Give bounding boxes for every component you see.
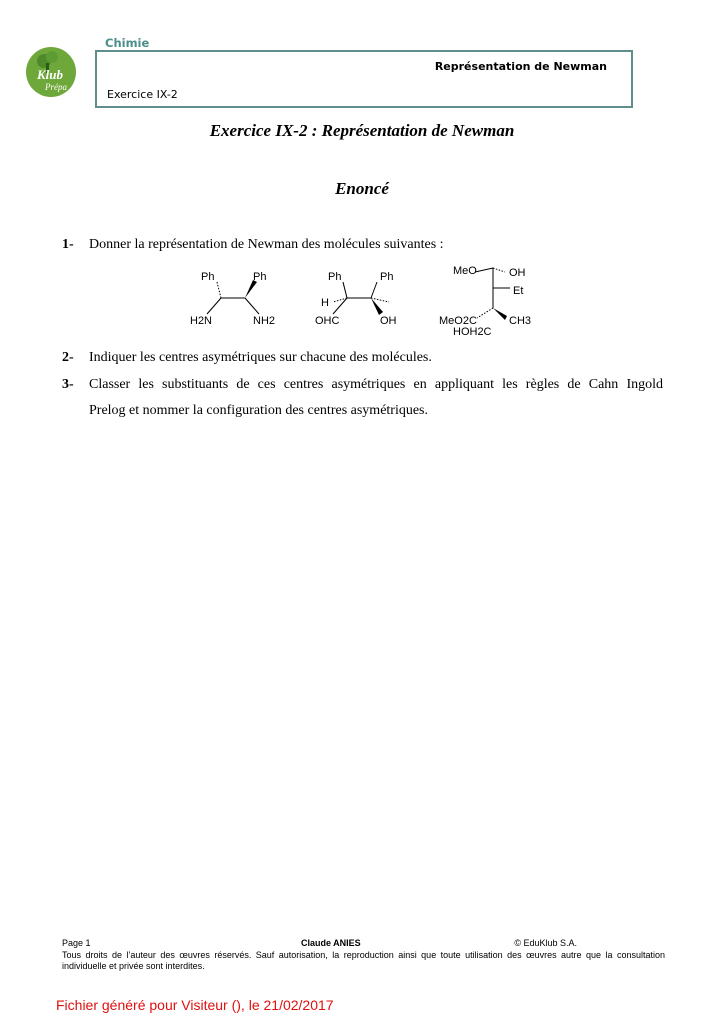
footer-author: Claude ANIES xyxy=(301,938,361,948)
mol3-label-b: HOH2C xyxy=(453,326,492,338)
molecule-1 xyxy=(190,271,275,327)
mol3-label-br: CH3 xyxy=(509,315,532,327)
page-footer xyxy=(62,938,665,972)
mol2-label-l: H xyxy=(321,297,329,309)
header-exercise: Exercice IX-2 xyxy=(107,88,178,101)
section-heading: Enoncé xyxy=(335,179,389,198)
mol2-label-tl: Ph xyxy=(328,271,342,283)
subject-label: Chimie xyxy=(105,36,150,50)
svg-text:Prépa: Prépa xyxy=(45,82,67,92)
klub-prepa-logo xyxy=(22,45,80,99)
mol3-label-bl: MeO2C xyxy=(439,315,477,327)
footer-copyright: © EduKlub S.A. xyxy=(514,938,577,948)
mol1-label-tl: Ph xyxy=(201,271,215,283)
mol2-label-tr: Ph xyxy=(380,271,394,283)
mol1-label-br: NH2 xyxy=(253,315,276,327)
header-title: Représentation de Newman xyxy=(434,60,607,73)
question-text-3: Classer les substituants de ces centres asymétriques en appliquant les règles de Cahn Ingold xyxy=(89,377,663,392)
molecule-2 xyxy=(315,271,397,327)
svg-text:Klub: Klub xyxy=(36,67,64,82)
mol2-label-br: OH xyxy=(380,315,397,327)
question-text-2: Indiquer les centres asymétriques sur chacune des molécules. xyxy=(89,350,432,365)
footer-page: Page 1 xyxy=(62,938,91,948)
footer-rights: Tous droits de l’auteur des œuvres réservés. Sauf autorisation, la reproduction ainsi que toute utilisation des œuvres autre que la consultation individuelle et privée sont interdites. xyxy=(62,950,665,971)
header-box xyxy=(95,50,633,108)
molecule-3 xyxy=(439,265,531,338)
question-text-3-continued: Prelog et nommer la configuration des centres asymétriques. xyxy=(89,403,429,418)
question-text-1: Donner la représentation de Newman des molécules suivantes : xyxy=(89,237,444,252)
question-number-3: 3- xyxy=(62,377,74,392)
mol3-label-tl: MeO xyxy=(453,265,477,277)
mol1-label-tr: Ph xyxy=(253,271,267,283)
mol3-label-r: Et xyxy=(513,285,524,297)
mol2-label-bl: OHC xyxy=(315,315,340,327)
question-number-1: 1- xyxy=(62,237,74,252)
exercise-title: Exercice IX-2 : Représentation de Newman xyxy=(209,121,515,140)
mol3-label-tr: OH xyxy=(509,267,526,279)
question-number-2: 2- xyxy=(62,350,74,365)
generated-notice: Fichier généré pour Visiteur (), le 21/02/2017 xyxy=(56,997,334,1013)
molecule-structures xyxy=(185,258,555,342)
mol1-label-bl: H2N xyxy=(190,315,213,327)
